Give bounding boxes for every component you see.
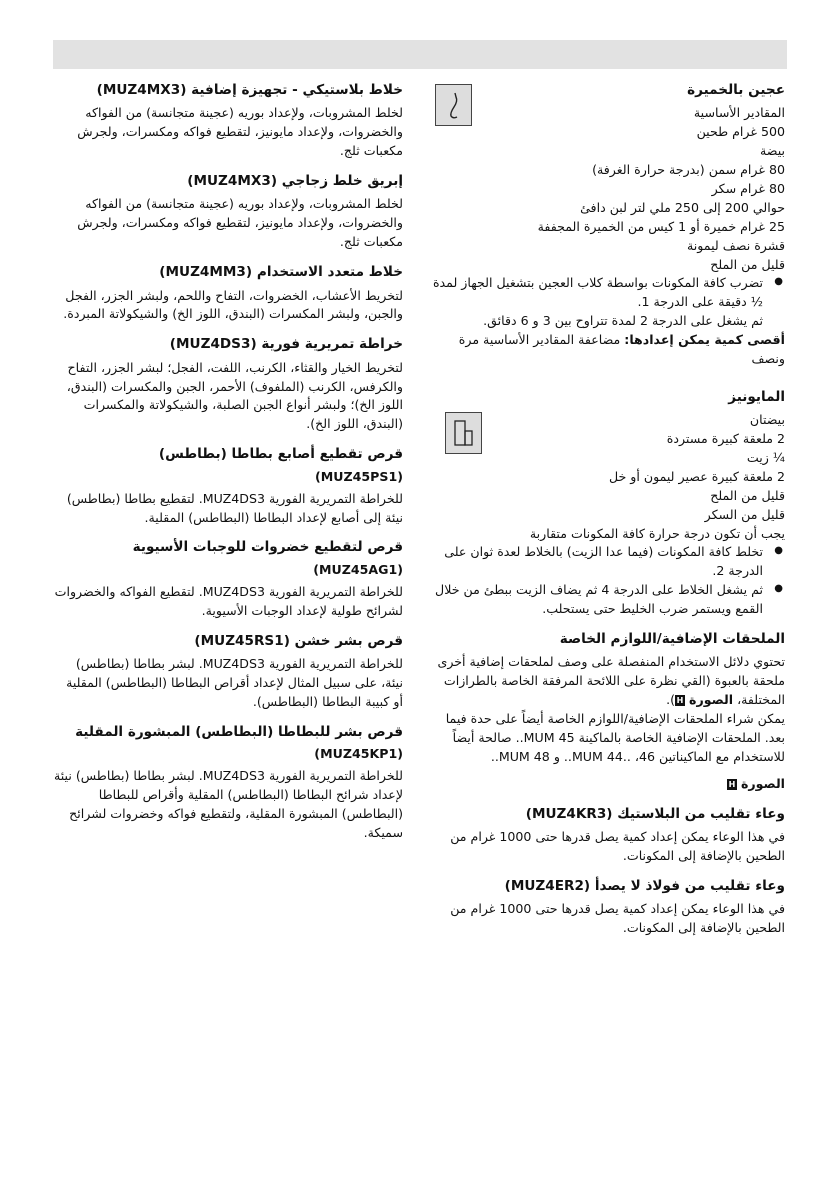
figure-ref: الصورة xyxy=(689,692,734,708)
dough-ingredient: حوالي 200 إلى 250 ملي لتر لبن دافئ xyxy=(580,199,785,215)
dough-ingredient: 500 غرام طحين xyxy=(696,124,785,140)
dough-ingredients-heading: المقادير الأساسية xyxy=(693,105,785,121)
mayo-ingredient: 2 ملعقة كبيرة عصير ليمون أو خل xyxy=(608,468,785,484)
dough-ingredient: قشرة نصف ليمونة xyxy=(687,237,785,253)
bowl-steel-text: في هذا الوعاء يمكن إعداد كمية يصل قدرها حتى 1000 غرام من الطحين بالإضافة إلى المكونات. xyxy=(450,901,785,936)
accessory-title: إبريق خلط زجاجي (MUZ4MX3) xyxy=(187,173,403,190)
dough-max-label: أقصى كمية يمكن إعدادها: xyxy=(624,332,785,348)
accessory-title: قرص لتقطيع خضروات للوجبات الأسيوية xyxy=(132,539,403,556)
mayo-steps xyxy=(430,543,785,619)
accessory-text: لتخريط الأعشاب، الخضروات، التفاح واللحم، ولبشر الجزر، الفجل والجبن، ولبشر المكسرات (البندق، اللوز الخ) والشيكولاتة المبردة. xyxy=(63,287,403,322)
dough-ingredient: 25 غرام خميرة أو 1 كيس من الخميرة المجففة xyxy=(537,218,785,234)
accessory-entry xyxy=(53,537,403,620)
accessory-title: قرص بشر للبطاطا (البطاطس) المبشورة المقلية xyxy=(75,723,403,740)
accessory-entry xyxy=(53,631,403,712)
mayo-ingredient: 2 ملعقة كبيرة مستردة xyxy=(666,431,785,447)
accessories-para1 xyxy=(430,653,785,710)
bowl-steel-title: وعاء تقليب من فولاذ لا يصدأ (MUZ4ER2) xyxy=(504,877,785,894)
dough-ingredient: قليل من الملح xyxy=(710,256,785,272)
accessories-section xyxy=(430,629,785,794)
dough-ingredient: بيضة xyxy=(760,143,785,159)
dough-section xyxy=(430,80,785,369)
accessories-para1-text: تحتوي دلائل الاستخدام المنفصلة على وصف لملحقات إضافية أخرى ملحقة بالعبوة (القي نظرة على اللائحة المرفقة الخاصة بالطرازات المختلفة، xyxy=(437,654,785,708)
bowl-steel-section xyxy=(430,876,785,938)
accessory-entry xyxy=(53,722,403,843)
header-bar xyxy=(53,40,787,69)
bowl-plastic-title: وعاء تقليب من البلاستيك (MUZ4KR3) xyxy=(525,805,785,822)
dough-max-text: مضاعفة المقادير الأساسية مرة ونصف xyxy=(458,332,785,366)
accessory-text: للخراطة التمريرية الفورية MUZ4DS3. لتقطيع الفواكه والخضروات لشرائح طولية لإعداد الوجبات الأسيوية. xyxy=(54,583,403,618)
dough-ingredient: 80 غرام سمن (بدرجة حرارة الغرفة) xyxy=(592,162,785,178)
accessory-entry xyxy=(53,334,403,434)
mayo-ingredient: ¼ زيت xyxy=(746,450,785,466)
accessory-text: لتخريط الخيار والقثاء، الكرنب، اللفت، الفجل؛ لبشر الجزر، التفاح والكرفس، الكرنب (الملفوف) الأحمر، الجبن والمكسرات (البندق، اللوز الخ)؛ ولبشر أنواع الجبن الصلبة، والشيكولاتة والمكسرات (البندق، اللوز الخ). xyxy=(66,359,403,432)
accessory-code: (MUZ45PS1) xyxy=(314,468,403,484)
accessory-text: للخراطة التمريرية الفورية MUZ4DS3. لبشر بطاطا (بطاطس) نيئة، على سبيل المثال لإعداد أقراص البطاطا (البطاطس) المقلية أو كبيبة البطاطا (البطاطس). xyxy=(66,655,403,709)
mayo-title: المايونيز xyxy=(728,388,785,405)
accessory-code: (MUZ45AG1) xyxy=(313,561,403,577)
accessory-title: قرص تقطيع أصابع بطاطا (بطاطس) xyxy=(158,446,403,463)
dough-step: ● تضرب كافة المكونات بواسطة كلاب العجين بتشغيل الجهاز لمدة ½ دقيقة على الدرجة 1. xyxy=(430,274,763,312)
right-column xyxy=(430,80,785,948)
left-column xyxy=(53,80,403,853)
accessory-entry xyxy=(53,444,403,527)
accessory-entry xyxy=(53,171,403,252)
dough-steps xyxy=(430,274,785,312)
accessory-text: لخلط المشروبات، ولإعداد بوريه (عجينة متجانسة) من الفواكه والخضروات، ولإعداد مايونيز، لتقطيع فواكه ومكسرات، ولجرش مكعبات ثلج. xyxy=(77,105,403,159)
accessory-text: للخراطة التمريرية الفورية MUZ4DS3. لبشر بطاطا (بطاطس) نيئة لإعداد شرائح البطاطا (البطاطس) المقلية وأقراص للبطاطا (البطاطس) المبشورة المقلية، ولتقطيع فواكه وخضروات لشرائح سميكة. xyxy=(53,768,403,840)
mayo-section xyxy=(430,387,785,619)
bowl-plastic-text: في هذا الوعاء يمكن إعداد كمية يصل قدرها حتى 1000 غرام من الطحين بالإضافة إلى المكونات. xyxy=(450,829,785,863)
figure-h-icon: H xyxy=(728,779,736,789)
accessory-text: للخراطة التمريرية الفورية MUZ4DS3. لتقطيع بطاطا (بطاطس) نيئة إلى أصابع لإعداد البطاطا (البطاطس) المقلية. xyxy=(66,490,403,525)
bowl-plastic-section xyxy=(430,804,785,866)
dough-followup: ثم يشغل على الدرجة 2 لمدة تتراوح بين 3 و 6 دقائق. xyxy=(483,313,763,329)
accessory-entry xyxy=(53,262,403,324)
accessories-title: الملحقات الإضافية/اللوازم الخاصة xyxy=(559,631,785,648)
dough-ingredient: 80 غرام سكر xyxy=(711,180,785,196)
figure-caption xyxy=(430,775,785,794)
accessory-title: خلاط بلاستيكي - تجهيزة إضافية (MUZ4MX3) xyxy=(96,82,403,98)
accessories-para2: يمكن شراء الملحقات الإضافية/اللوازم الخاصة أيضاً على حدة فيما بعد. الملحقات الإضافية الخاصة بالماكينة MUM 45.. صالحة أيضاً للاستخدام مع الماكيناتين MUM 44.. ،46.. و MUM 48.. xyxy=(445,711,785,764)
accessory-entry xyxy=(53,80,403,161)
accessory-text: لخلط المشروبات، ولإعداد بوريه (عجينة متجانسة) من الفواكه والخضروات، ولإعداد مايونيز، لتقطيع فواكه ومكسرات، ولجرش مكعبات ثلج. xyxy=(77,196,403,250)
dough-max xyxy=(430,331,785,369)
figure-h-icon: H xyxy=(676,696,684,706)
dough-title: عجين بالخميرة xyxy=(687,82,785,98)
accessory-title: قرص بشر خشن (MUZ45RS1) xyxy=(194,632,403,649)
mayo-ingredient: بيضتان xyxy=(749,412,785,428)
mayo-step: ● تخلط كافة المكونات (فيما عدا الزيت) بالخلاط لعدة ثوان على الدرجة 2. xyxy=(430,543,763,581)
accessories-para1-end: ). xyxy=(666,692,676,708)
mayo-ingredient: قليل من الملح xyxy=(710,487,785,503)
accessory-code: (MUZ45KP1) xyxy=(314,746,403,762)
mayo-note: يجب أن تكون درجة حرارة كافة المكونات متقاربة xyxy=(529,525,785,541)
figure-caption-label: الصورة xyxy=(740,775,785,791)
mayo-step: ● ثم يشغل الخلاط على الدرجة 4 ثم يضاف الزيت ببطئ من خلال القمع ويستمر ضرب الخليط حتى يستحلب. xyxy=(430,581,763,619)
accessory-title: خلاط متعدد الاستخدام (MUZ4MM3) xyxy=(159,264,403,281)
accessory-title: خراطة تمريرية فورية (MUZ4DS3) xyxy=(169,336,403,353)
mayo-ingredient: قليل من السكر xyxy=(704,506,785,522)
